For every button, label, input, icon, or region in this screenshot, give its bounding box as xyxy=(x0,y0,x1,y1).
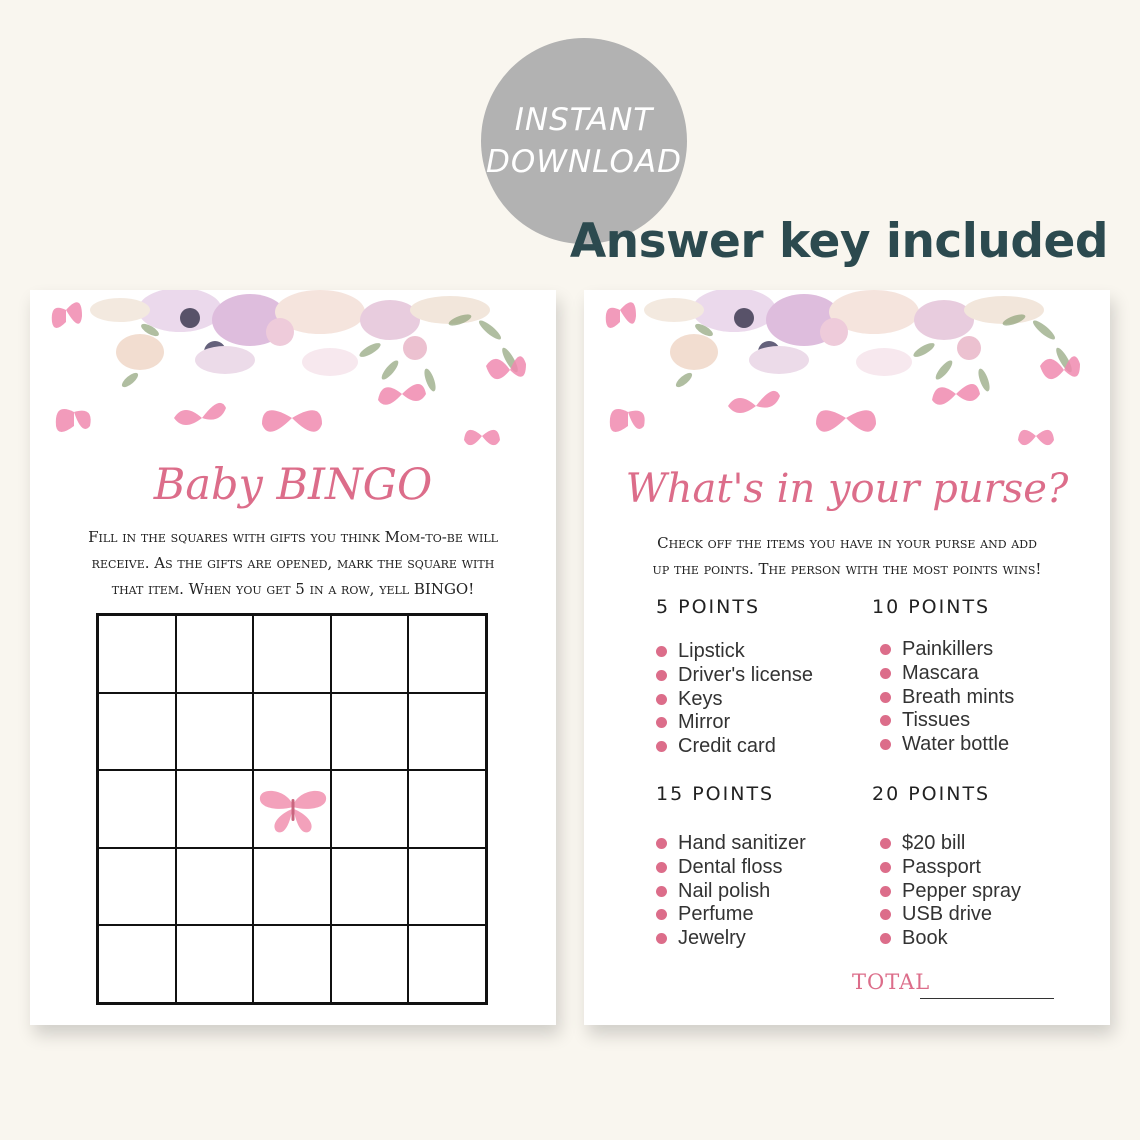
list-item[interactable]: Passport xyxy=(880,856,1021,880)
bingo-instruction-line: Fill in the squares with gifts you think Mom-to-be will xyxy=(88,528,498,546)
list-item[interactable]: Painkillers xyxy=(880,638,1014,662)
section-heading-20-points: 20 POINTS xyxy=(872,783,991,805)
list-20-points xyxy=(880,832,1021,951)
purse-title: What's in your purse? xyxy=(625,466,1069,512)
purse-card xyxy=(584,290,1110,1025)
section-heading-10-points: 10 POINTS xyxy=(872,596,991,618)
total-input-line[interactable] xyxy=(920,998,1054,999)
bingo-square[interactable] xyxy=(176,693,254,771)
list-item[interactable]: Hand sanitizer xyxy=(656,832,806,856)
bingo-square[interactable] xyxy=(98,848,176,926)
bingo-square[interactable] xyxy=(253,693,331,771)
bingo-instruction-line: that item. When you get 5 in a row, yell BINGO! xyxy=(111,580,475,598)
list-15-points xyxy=(656,832,806,951)
bingo-square[interactable] xyxy=(98,693,176,771)
bingo-square[interactable] xyxy=(331,615,409,693)
bingo-square[interactable] xyxy=(408,848,486,926)
bingo-square[interactable] xyxy=(98,615,176,693)
list-5-points xyxy=(656,640,813,759)
purse-instruction-line: Check off the items you have in your purse and add xyxy=(657,534,1037,552)
list-item[interactable]: Nail polish xyxy=(656,880,806,904)
list-item[interactable]: Keys xyxy=(656,688,813,712)
section-heading-5-points: 5 POINTS xyxy=(656,596,761,618)
list-item[interactable]: Water bottle xyxy=(880,733,1014,757)
list-item[interactable]: Tissues xyxy=(880,709,1014,733)
list-item[interactable]: Dental floss xyxy=(656,856,806,880)
section-heading-15-points: 15 POINTS xyxy=(656,783,775,805)
bingo-square[interactable] xyxy=(176,770,254,848)
badge-line-2: DOWNLOAD xyxy=(486,144,682,180)
bingo-card xyxy=(30,290,556,1025)
bingo-square[interactable] xyxy=(331,693,409,771)
bingo-title: Baby BINGO xyxy=(153,460,433,510)
list-item[interactable]: Perfume xyxy=(656,903,806,927)
floral-header-illustration xyxy=(584,290,1110,460)
bingo-square[interactable] xyxy=(176,925,254,1003)
list-item[interactable]: Mascara xyxy=(880,662,1014,686)
bingo-square[interactable] xyxy=(253,615,331,693)
bingo-square[interactable] xyxy=(98,925,176,1003)
bingo-square[interactable] xyxy=(331,770,409,848)
bingo-square[interactable] xyxy=(331,848,409,926)
bingo-grid xyxy=(96,613,488,1005)
bingo-square[interactable] xyxy=(408,693,486,771)
bingo-square[interactable] xyxy=(98,770,176,848)
list-item[interactable]: USB drive xyxy=(880,903,1021,927)
bingo-free-square xyxy=(253,770,331,848)
floral-header-illustration xyxy=(30,290,556,460)
list-item[interactable]: Lipstick xyxy=(656,640,813,664)
bingo-instruction-line: receive. As the gifts are opened, mark the square with xyxy=(91,554,495,572)
bingo-instructions xyxy=(30,524,556,602)
bingo-square[interactable] xyxy=(331,925,409,1003)
list-10-points xyxy=(880,638,1014,757)
bingo-square[interactable] xyxy=(176,848,254,926)
bingo-square[interactable] xyxy=(408,615,486,693)
purse-instruction-line: up the points. The person with the most points wins! xyxy=(652,560,1042,578)
list-item[interactable]: Pepper spray xyxy=(880,880,1021,904)
list-item[interactable]: Book xyxy=(880,927,1021,951)
total-label: TOTAL xyxy=(852,970,931,994)
bingo-square[interactable] xyxy=(253,925,331,1003)
bingo-square[interactable] xyxy=(408,925,486,1003)
answer-key-heading: Answer key included xyxy=(569,214,1108,269)
bingo-square[interactable] xyxy=(253,848,331,926)
bingo-square[interactable] xyxy=(176,615,254,693)
list-item[interactable]: Breath mints xyxy=(880,686,1014,710)
butterfly-icon xyxy=(256,783,330,837)
list-item[interactable]: Jewelry xyxy=(656,927,806,951)
list-item[interactable]: Driver's license xyxy=(656,664,813,688)
badge-line-1: INSTANT xyxy=(514,101,654,138)
bingo-square[interactable] xyxy=(408,770,486,848)
purse-instructions xyxy=(584,530,1110,582)
list-item[interactable]: Credit card xyxy=(656,735,813,759)
list-item[interactable]: $20 bill xyxy=(880,832,1021,856)
list-item[interactable]: Mirror xyxy=(656,711,813,735)
